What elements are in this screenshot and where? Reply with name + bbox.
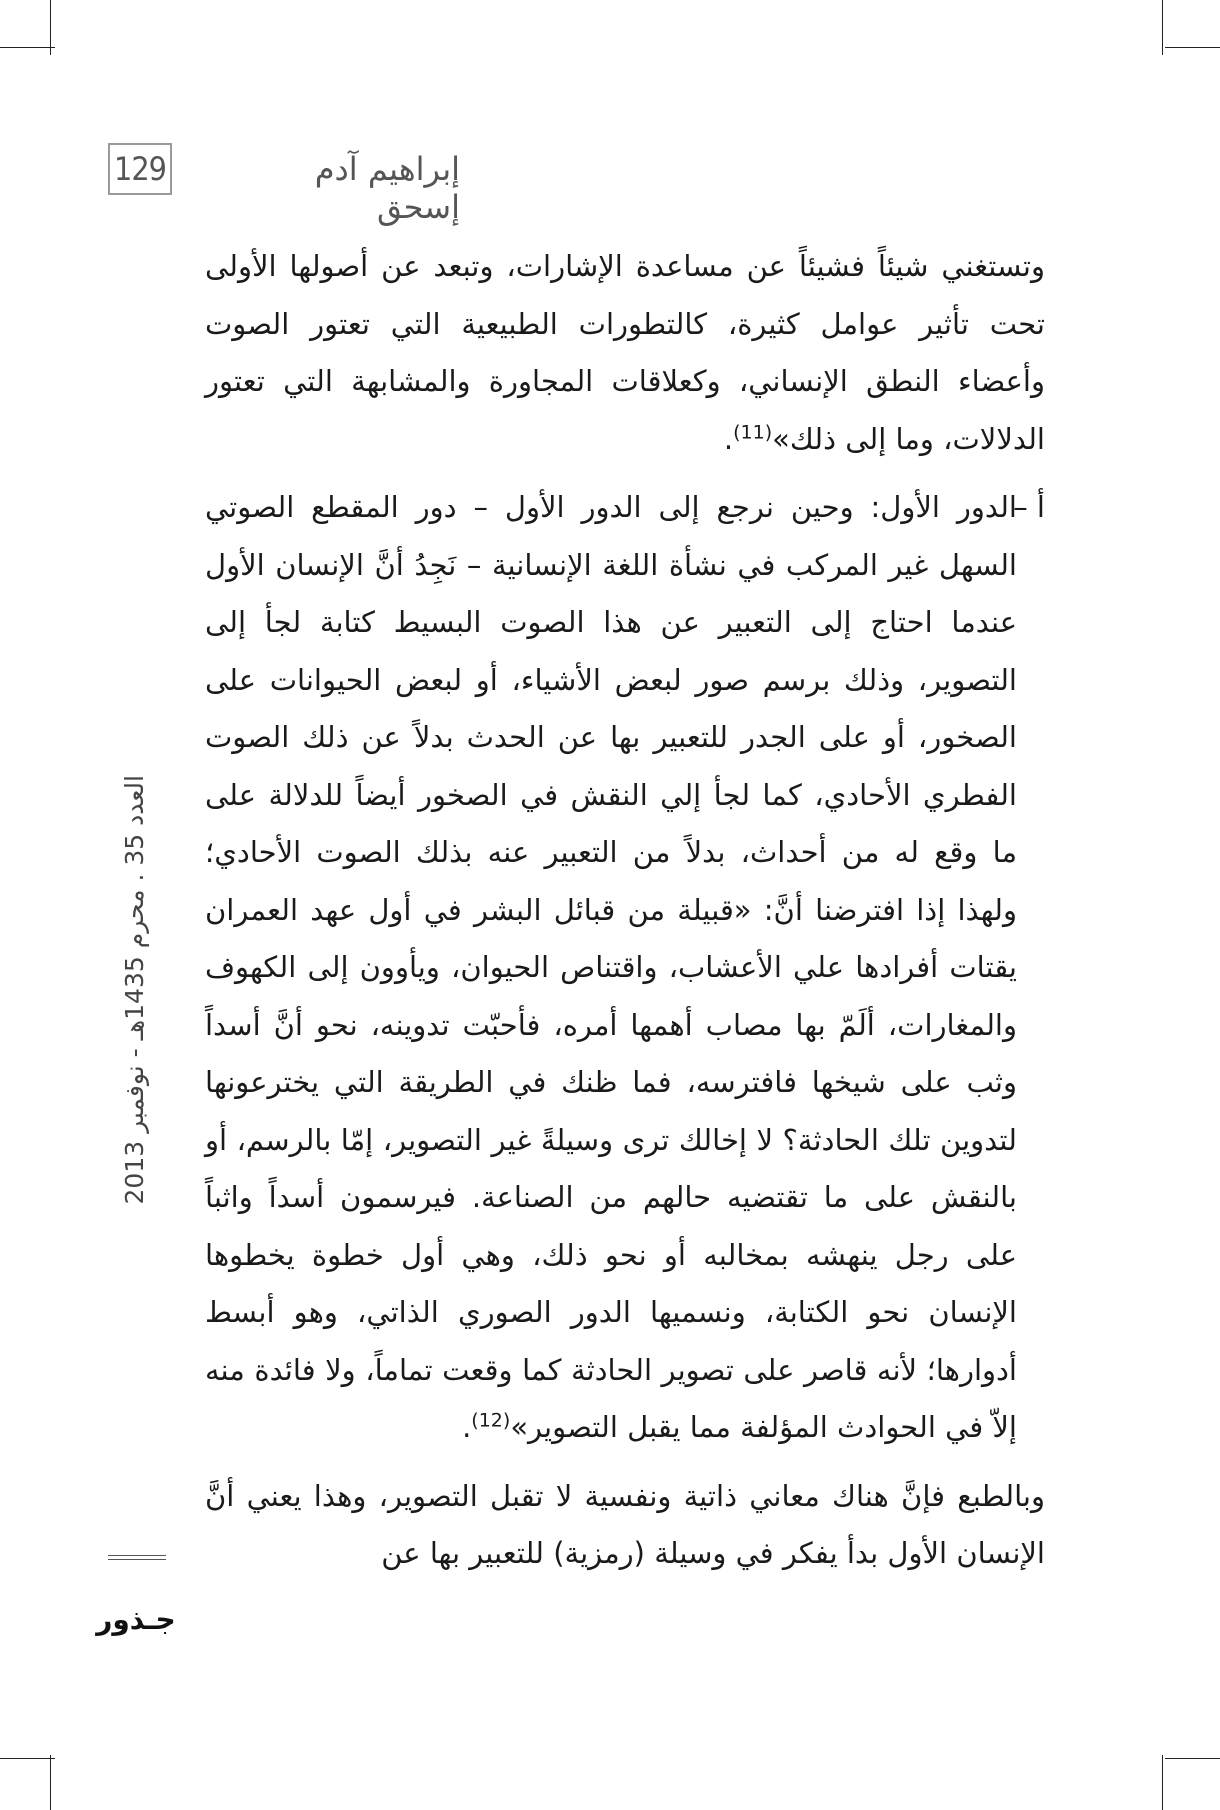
crop-mark: [1162, 0, 1163, 55]
crop-mark: [0, 47, 55, 48]
crop-mark: [50, 1755, 51, 1810]
crop-mark: [1162, 1755, 1163, 1810]
page-number: 129: [108, 143, 172, 195]
journal-logo: جـذور: [96, 1603, 176, 1636]
divider: [108, 1559, 166, 1560]
paragraph-end: .: [723, 421, 734, 456]
paragraph: [205, 238, 1045, 468]
paragraph-text: وتستغني شيئاً فشيئاً عن مساعدة الإشارات، وتبعد عن أصولها الأولى تحت تأثير عوامل كثيرة، كالتطورات الطبيعية التي تعتور الصوت وأعضاء النطق الإنساني، وكعلاقات المجاورة والمشابهة التي تعتور الدلالات، وما إلى ذلك»: [205, 249, 1045, 456]
running-head-author: إبراهيم آدم إسحق: [314, 150, 460, 226]
paragraph-end: .: [462, 1410, 472, 1444]
footnote-ref: (12): [471, 1409, 511, 1432]
paragraph: [205, 1468, 1045, 1583]
footnote-ref: (11): [733, 420, 773, 443]
divider: [108, 1555, 166, 1556]
paragraph-text: وبالطبع فإنَّ هناك معاني ذاتية ونفسية لا تقبل التصوير، وهذا يعني أنَّ الإنسان الأول بدأ يفكر في وسيلة (رمزية) للتعبير بها عن: [205, 1478, 1045, 1570]
article-body: [205, 238, 1045, 1583]
issue-info: العدد 35 . محرم 1435هـ - نوفمبر 2013: [120, 775, 149, 1205]
crop-mark: [1165, 1758, 1220, 1759]
paragraph-text: الدور الأول: وحين نرجع إلى الدور الأول – دور المقطع الصوتي السهل غير المركب في نشأة اللغة الإنسانية – نَجِدُ أنَّ الإنسان الأول عندما احتاج إلى التعبير عن هذا الصوت البسيط كتابة لجأ إلى التصوير، وذلك برسم صور لبعض الأشياء، أو لبعض الحيوانات على الصخور، أو على الجدر للتعبير بها عن الحدث بدلاً عن ذلك الصوت الفطري الأحادي، كما لجأ إلي النقش في الصخور أيضاً للدلالة على ما وقع له من أحداث، بدلاً من التعبير عنه بذلك الصوت الأحادي؛ ولهذا إذا افترضنا أنَّ: «قبيلة من قبائل البشر في أول عهد العمران يقتات أفرادها علي الأعشاب، واقتناص الحيوان، ويأوون إلى الكهوف والمغارات، ألَمّ بها مصاب أهمها أمره، فأحبّت تدوينه، نحو أنَّ أسداً وثب على شيخها فافترسه، فما ظنك في الطريقة التي يخترعونها لتدوين تلك الحادثة؟ لا إخالك ترى وسيلةً غير التصوير، إمّا بالرسم، أو بالنقش على ما تقتضيه حالهم من الصناعة. فيرسمون أسداً واثباً على رجل ينهشه بمخالبه أو نحو ذلك، وهي أول خطوة يخطوها الإنسان نحو الكتابة، ونسميها الدور الصوري الذاتي، وهو أبسط أدوارها؛ لأنه قاصر على تصوير الحادثة كما وقعت تماماً، ولا فائدة منه إلاّ في الحوادث المؤلفة مما يقبل التصوير»: [205, 490, 1017, 1444]
list-marker: أ –: [1013, 490, 1045, 524]
list-item: [205, 479, 1045, 1457]
crop-mark: [1165, 47, 1220, 48]
crop-mark: [0, 1758, 55, 1759]
